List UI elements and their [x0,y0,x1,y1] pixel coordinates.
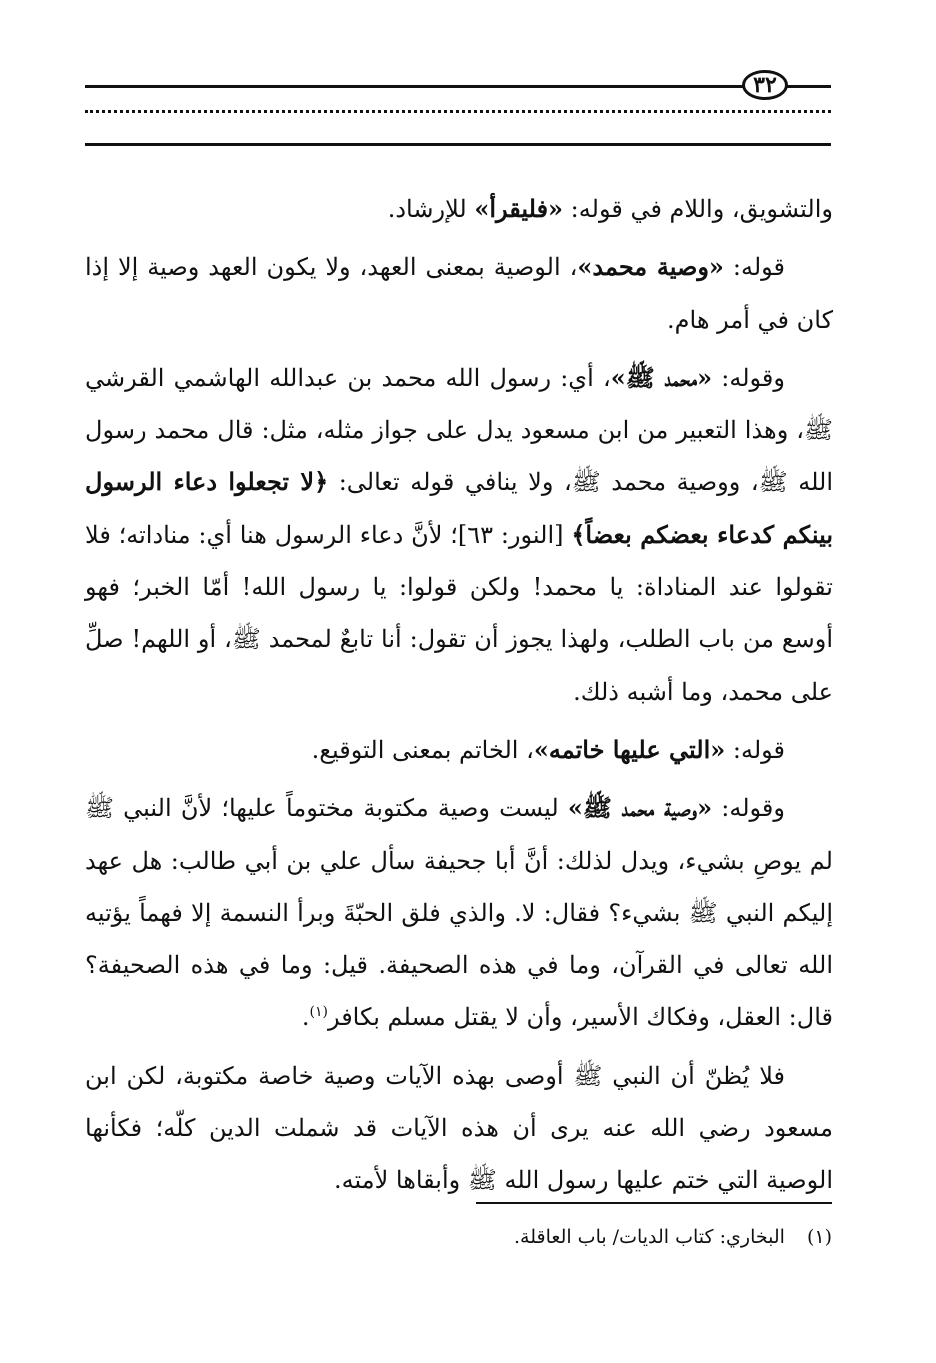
paragraph-text: قوله: [725,735,785,764]
header-thick-rule [85,143,831,146]
paragraph [85,241,833,346]
paragraph-text: قوله: [723,253,785,282]
paragraph-text: والتشويق، واللام في قوله: [563,195,833,223]
paragraph-text: ، أي: رسول الله محمد بن عبدالله الهاشمي القرشي ﷺ، وهذا التعبير من ابن مسعود يدل على جواز مثله، مثل: قال محمد رسول الله ﷺ، ووصية محمد ﷺ، ولا ينافي قوله تعالى: [85,363,833,497]
paragraph [85,352,833,718]
header-dotted-rule [85,110,831,127]
paragraph-text: [النور: ٦٣]؛ لأنَّ دعاء الرسول هنا أي: مناداته؛ فلا تقولوا عند المناداة: يا محمد! ولكن قولوا: يا رسول الله! أمّا الخبر؛ فهو أوسع من باب الطلب، ولهذا يجوز أن تقول: أنا تابعٌ لمحمد ﷺ، أو اللهم! صلِّ على محمد، وما أشبه ذلك. [85,520,833,706]
paragraph [85,183,833,235]
paragraph-text: فلا يُظنّ أن النبي ﷺ أوصى بهذه الآيات وصية خاصة مكتوبة، لكن ابن مسعود رضي الله عنه يرى أن هذه الآيات قد شملت الدين كلّه؛ فكأنها الوصية التي ختم عليها رسول الله ﷺ وأبقاها لأمته. [85,1061,833,1195]
footnote-marker: (١) [806,1226,832,1248]
paragraph [85,1050,833,1207]
quoted-phrase: «محمد ﷺ» [610,362,713,392]
quoted-phrase: «التي عليها خاتمه» [533,734,726,764]
page-number: ٣٢ [742,70,788,100]
paragraph-text: للإرشاد. [387,195,475,223]
paragraph-text: ، الخاتم بمعنى التوقيع. [311,735,534,764]
body-text [85,183,833,1207]
footnote [514,1222,832,1252]
quoted-phrase: «وصية محمد» [577,252,724,282]
header-rule [85,85,831,88]
quoted-phrase: «فليقرأ» [474,194,564,223]
footnote-text: البخاري: كتاب الديات/ باب العاقلة. [514,1226,785,1248]
paragraph [85,782,833,1043]
paragraph-text: ، الوصية بمعنى العهد، ولا يكون العهد وصية إلا إذا كان في أمر هام. [85,253,833,334]
paragraph-text: وقوله: [712,363,785,392]
paragraph-text: ليست وصية مكتوبة مختوماً عليها؛ لأنَّ النبي ﷺ لم يوصِ بشيء، ويدل لذلك: أنَّ أبا جحيفة سأل علي بن أبي طالب: هل عهد إليكم النبي ﷺ بشيء؟ فقال: لا. والذي فلق الحبّةَ وبرأ النسمة إلا فهماً يؤتيه الله تعالى في القرآن، وما في هذه الصحيفة. قيل: وما في هذه الصحيفة؟ قال: العقل، وفكاك الأسير، وأن لا يقتل مسلم بكافر [85,794,833,1032]
footnote-reference: (١) [309,1004,328,1021]
paragraph-text: . [301,1003,310,1032]
footnote-separator [476,1202,832,1204]
quoted-phrase: ﴿لا تجعلوا دعاء الرسول بينكم كدعاء بعضكم بعضاً﴾ [85,467,834,549]
paragraph [85,724,833,776]
paragraph-text: وقوله: [712,794,785,823]
quoted-phrase: «وصية محمد ﷺ» [567,793,713,823]
